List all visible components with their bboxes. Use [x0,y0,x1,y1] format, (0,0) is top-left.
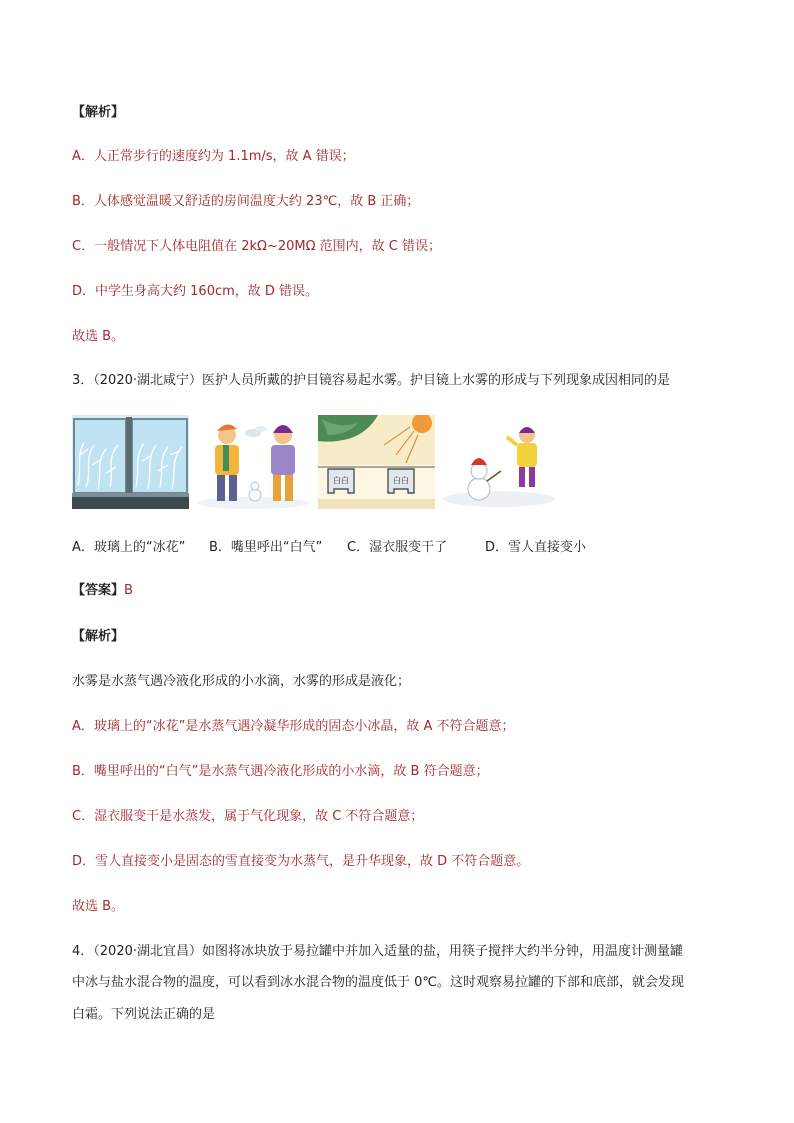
q3-analysis-line-a [72,718,515,736]
question-3-stem: 3．（2020·湖北咸宁）医护人员所戴的护目镜容易起水雾。护目镜上水雾的形成与下列现象成因相同的是 [72,373,670,388]
option-prefix: B． [72,194,94,209]
option-a[interactable]: A．玻璃上的“冰花” [72,540,186,555]
question-3-figures [72,415,558,509]
q3-analysis-line-d [72,853,529,871]
option-prefix: C． [72,239,95,254]
option-prefix: D． [72,284,96,299]
analysis-intro: 水雾是水蒸气遇冷液化形成的小水滴，水雾的形成是液化； [72,674,411,689]
question-4-line-3: 白霜。下列说法正确的是 [72,1007,216,1022]
analysis-text: 湿衣服变干是水蒸发，属于气化现象，故 C 不符合题意； [94,809,424,824]
q3-analysis-line-b [72,763,489,781]
option-b[interactable]: B．嘴里呼出“白气” [209,540,323,555]
answer-heading: 【答案】 [72,583,125,598]
analysis-line-d [72,283,318,301]
analysis-text: 嘴里呼出的“白气”是水蒸气遇冷液化形成的小水滴，故 B 符合题意； [93,764,489,779]
option-d[interactable]: D．雪人直接变小 [485,540,587,555]
analysis-heading-2: 【解析】 [72,629,125,644]
question-4-line-2: 中冰与盐水混合物的温度，可以看到冰水混合物的温度低于 0℃。这时观察易拉罐的下部和底部，就会发现 [72,975,685,990]
figure-label: 白白 [333,476,349,485]
analysis-text: 一般情况下人体电阻值在 2kΩ~20MΩ 范围内，故 C 错误； [94,239,442,254]
analysis-heading-1: 【解析】 [72,105,125,120]
conclusion-2: 故选 B。 [72,899,125,914]
option-prefix: B． [72,764,94,779]
analysis-line-b [72,193,419,211]
analysis-text: 中学生身高大约 160cm，故 D 错误。 [95,284,319,299]
figure-breath [195,415,312,509]
conclusion-1: 故选 B。 [72,329,125,344]
figure-label: 白白 [393,476,409,485]
option-prefix: A． [72,149,94,164]
analysis-line-a [72,148,355,166]
question-3-options [72,536,586,555]
figure-window-frost [72,415,189,509]
figure-snowman [441,415,558,509]
option-prefix: A． [72,719,94,734]
question-4-line-1: 4．（2020·湖北宜昌）如图将冰块放于易拉罐中并加入适量的盐，用筷子搅拌大约半分钟，用温度计测量罐 [72,944,683,959]
option-c[interactable]: C．湿衣服变干了 [347,540,448,555]
analysis-text: 雪人直接变小是固态的雪直接变为水蒸气，是升华现象，故 D 不符合题意。 [95,854,530,869]
option-prefix: D． [72,854,96,869]
answer-value: B [124,583,133,598]
analysis-text: 玻璃上的“冰花”是水蒸气遇冷凝华形成的固态小冰晶，故 A 不符合题意； [93,719,515,734]
answer-line [72,582,133,600]
analysis-line-c [72,238,441,256]
option-prefix: C． [72,809,95,824]
analysis-text: 人体感觉温暖又舒适的房间温度大约 23℃，故 B 正确； [93,194,420,209]
figure-clothes-drying [318,415,435,509]
q3-analysis-line-c [72,808,423,826]
analysis-text: 人正常步行的速度约为 1.1m/s，故 A 错误； [93,149,355,164]
